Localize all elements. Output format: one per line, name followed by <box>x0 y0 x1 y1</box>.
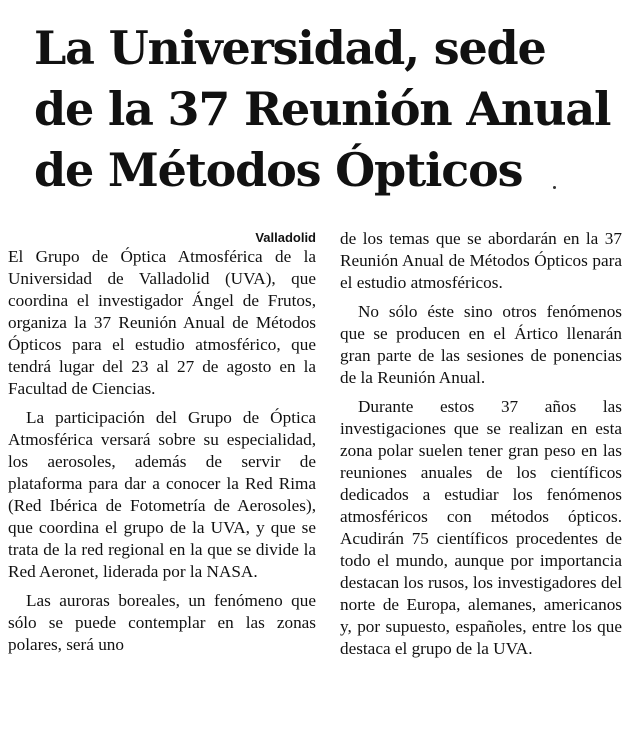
headline-line-2: de la 37 Reunión Anual <box>34 82 611 136</box>
paragraph-1: El Grupo de Óptica Atmosférica de la Universidad de Valladolid (UVA), que coordina el investigador Ángel de Frutos, organiza la 37 Reunión Anual de Métodos Ópticos para el estudio atmosférico, que tendrá lugar del 23 al 27 de agosto en la Facultad de Ciencias. <box>8 247 316 398</box>
paragraph-3-continued: de los temas que se abordarán en la 37 Reunión Anual de Métodos Ópticos para el estudio atmosféricos. <box>340 229 622 292</box>
dateline: Valladolid <box>255 230 316 245</box>
decorative-dot <box>553 186 556 189</box>
paragraph-4: No sólo éste sino otros fenómenos que se producen en el Ártico llenarán gran parte de las sesiones de ponencias de la Reunión Anual. <box>340 302 622 387</box>
headline-line-1: La Universidad, sede <box>34 21 546 75</box>
headline-line-3: de Métodos Ópticos <box>34 143 523 197</box>
headline <box>34 18 624 201</box>
right-column <box>340 228 622 667</box>
paragraph-5: Durante estos 37 años las investigaciones que se realizan en esta zona polar suelen tener gran peso en las reuniones anuales de los científicos dedicados a estudiar los fenómenos atmosféricos con métodos ópticos. Acudirán 75 científicos procedentes de todo el mundo, aunque por importancia destacan los rusos, los investigadores del norte de Europa, alemanes, americanos y, por supuesto, españoles, entre los que destaca el grupo de la UVA. <box>340 397 622 658</box>
paragraph-3: Las auroras boreales, un fenómeno que sólo se puede contemplar en las zonas polares, será uno <box>8 591 316 654</box>
left-column <box>8 246 316 663</box>
paragraph-2: La participación del Grupo de Óptica Atmosférica versará sobre su especialidad, los aerosoles, además de servir de plataforma para dar a conocer la Red Rima (Red Ibérica de Fotometría de Aerosoles), que coordina el grupo de la UVA, y que se trata de la red regional en la que se divide la Red Aeronet, liderada por la NASA. <box>8 408 316 581</box>
